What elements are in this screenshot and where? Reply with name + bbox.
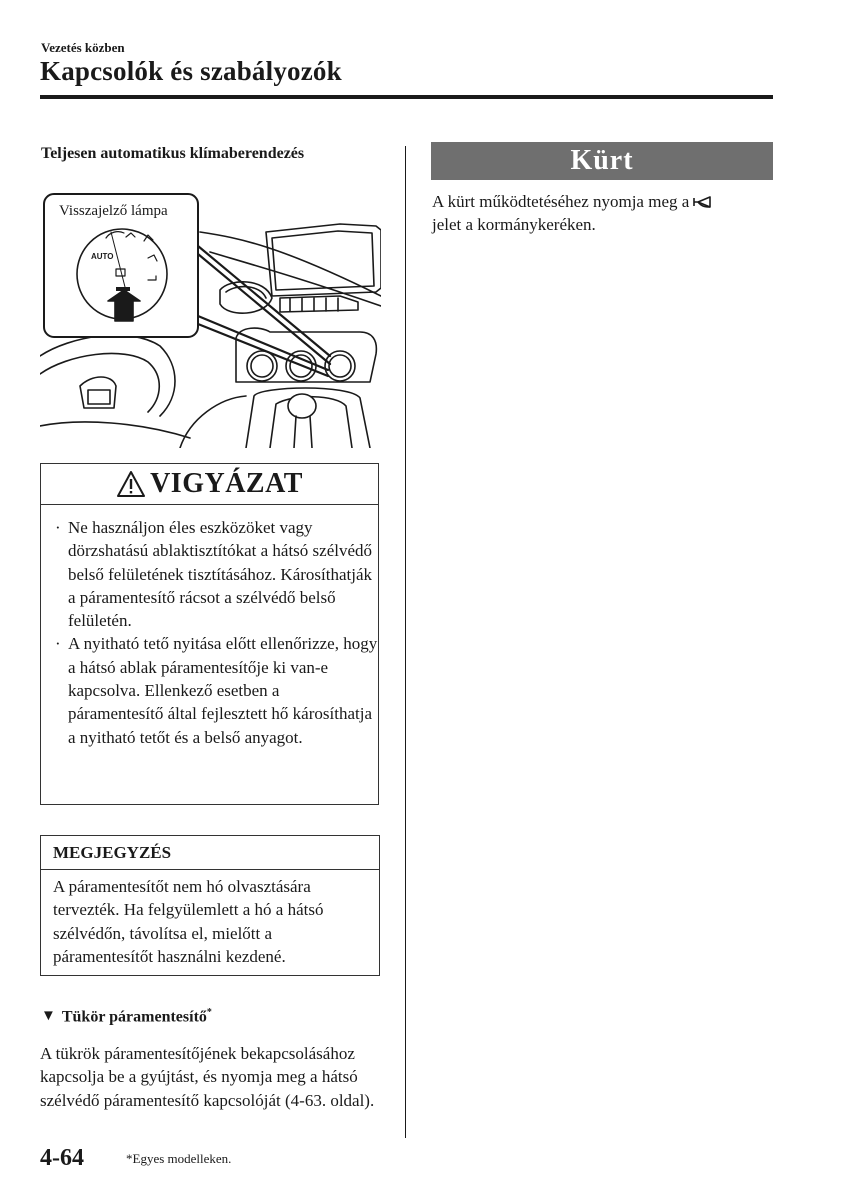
caution-header: [41, 464, 378, 505]
triangle-down-icon: ▼: [41, 1008, 56, 1024]
note-box: [40, 835, 380, 976]
note-title: MEGJEGYZÉS: [41, 836, 379, 870]
climate-control-illustration: [40, 186, 381, 448]
caution-item: · Ne használjon éles eszközöket vagy dörzshatású ablaktisztítókat a hátsó szélvédő belső felületének tisztításához. Károsíthatják a páramentesítő rácsot a szélvédő belső felületén.: [55, 518, 373, 631]
caution-item: · A nyitható tető nyitása előtt ellenőrizze, hogy a hátsó ablak páramentesítője ki van-e kapcsolva. Ellenkező esetben a páramentesítő által fejlesztett hő károsíthatja a nyitható tetőt és a belső anyagot.: [55, 634, 378, 747]
mirror-heading-text: Tükör páramentesítő: [61, 1008, 207, 1026]
horn-banner: [431, 142, 773, 180]
horn-icon: [692, 195, 714, 209]
section-heading: Teljesen automatikus klímaberendezés: [41, 145, 305, 162]
mirror-defroster-heading: [41, 1007, 212, 1026]
mirror-defroster-text: A tükrök páramentesítőjének bekapcsolásához kapcsolja be a gyújtást, és nyomja meg a hátsó szélvédő páramentesítő kapcsolóját (4-63. oldal).: [40, 1044, 375, 1110]
caution-box: [40, 463, 379, 805]
page-number: 4-64: [40, 1145, 84, 1171]
caution-list: [41, 505, 378, 749]
horn-text: A kürt működtetéséhez nyomja meg a jelet a kormánykeréken.: [432, 190, 772, 237]
note-text: A páramentesítőt nem hó olvasztására tervezték. Ha felgyülemlett a hó a hátsó szélvédőn, távolítsa el, mielőtt a páramentesítőt használni kezdené.: [53, 877, 324, 966]
callout-label: Visszajelző lámpa: [59, 203, 168, 219]
footnote-marker: *: [206, 1007, 212, 1018]
warning-triangle-icon: [116, 470, 146, 498]
title-rule: [40, 95, 773, 99]
column-divider: [405, 146, 406, 1138]
breadcrumb: Vezetés közben: [41, 40, 125, 55]
auto-label: AUTO: [91, 252, 114, 261]
horn-title: Kürt: [570, 145, 634, 176]
page-title: Kapcsolók és szabályozók: [40, 56, 342, 86]
footnote: *Egyes modelleken.: [126, 1151, 232, 1166]
caution-title: VIGYÁZAT: [150, 468, 303, 499]
